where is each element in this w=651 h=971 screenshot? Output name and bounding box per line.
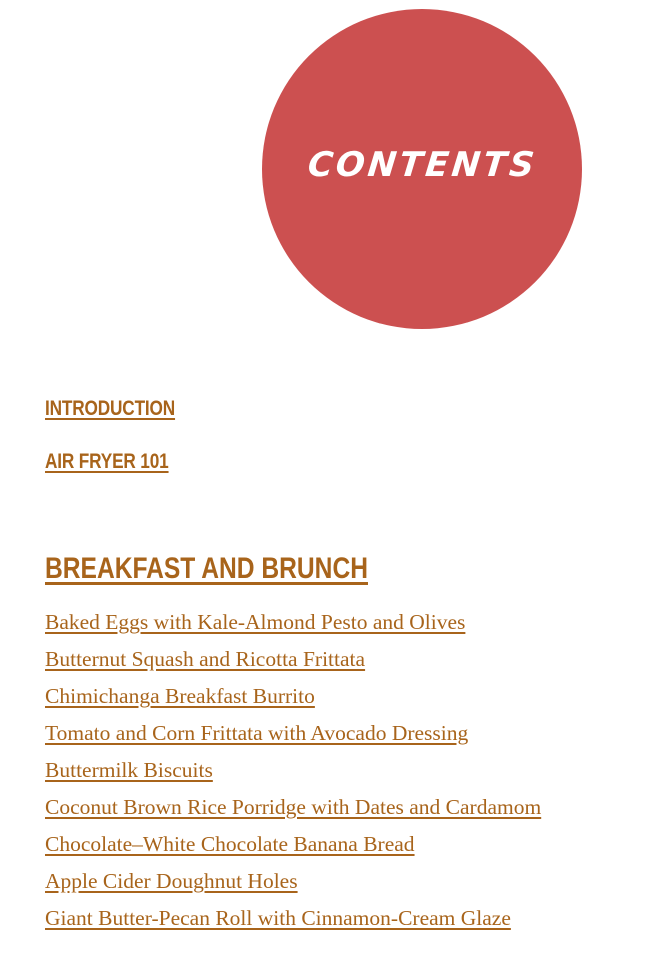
recipe-link[interactable]: Tomato and Corn Frittata with Avocado Dressing: [45, 721, 469, 745]
recipe-link[interactable]: Buttermilk Biscuits: [45, 758, 213, 782]
list-item: [45, 681, 541, 718]
contents-badge: [262, 9, 582, 329]
list-item: [45, 607, 541, 644]
recipe-link[interactable]: Coconut Brown Rice Porridge with Dates and Cardamom: [45, 795, 542, 819]
recipe-link[interactable]: Giant Butter-Pecan Roll with Cinnamon-Cream Glaze: [45, 906, 511, 930]
recipe-link[interactable]: Butternut Squash and Ricotta Frittata: [45, 647, 366, 671]
list-item: [45, 829, 541, 866]
list-item: [45, 903, 541, 940]
list-item: [45, 755, 541, 792]
recipe-link[interactable]: Baked Eggs with Kale-Almond Pesto and Olives: [45, 610, 466, 634]
toc-link-air-fryer-101[interactable]: AIR FRYER 101: [45, 450, 169, 473]
recipe-link[interactable]: Apple Cider Doughnut Holes: [45, 869, 298, 893]
contents-title: CONTENTS: [305, 145, 539, 185]
recipe-list: [45, 607, 541, 940]
list-item: [45, 792, 541, 829]
recipe-link[interactable]: Chimichanga Breakfast Burrito: [45, 684, 315, 708]
list-item: [45, 718, 541, 755]
toc-link-introduction[interactable]: INTRODUCTION: [45, 397, 176, 420]
list-item: [45, 644, 541, 681]
section-heading-breakfast-and-brunch[interactable]: BREAKFAST AND BRUNCH: [45, 552, 368, 585]
list-item: [45, 866, 541, 903]
recipe-link[interactable]: Chocolate–White Chocolate Banana Bread: [45, 832, 415, 856]
